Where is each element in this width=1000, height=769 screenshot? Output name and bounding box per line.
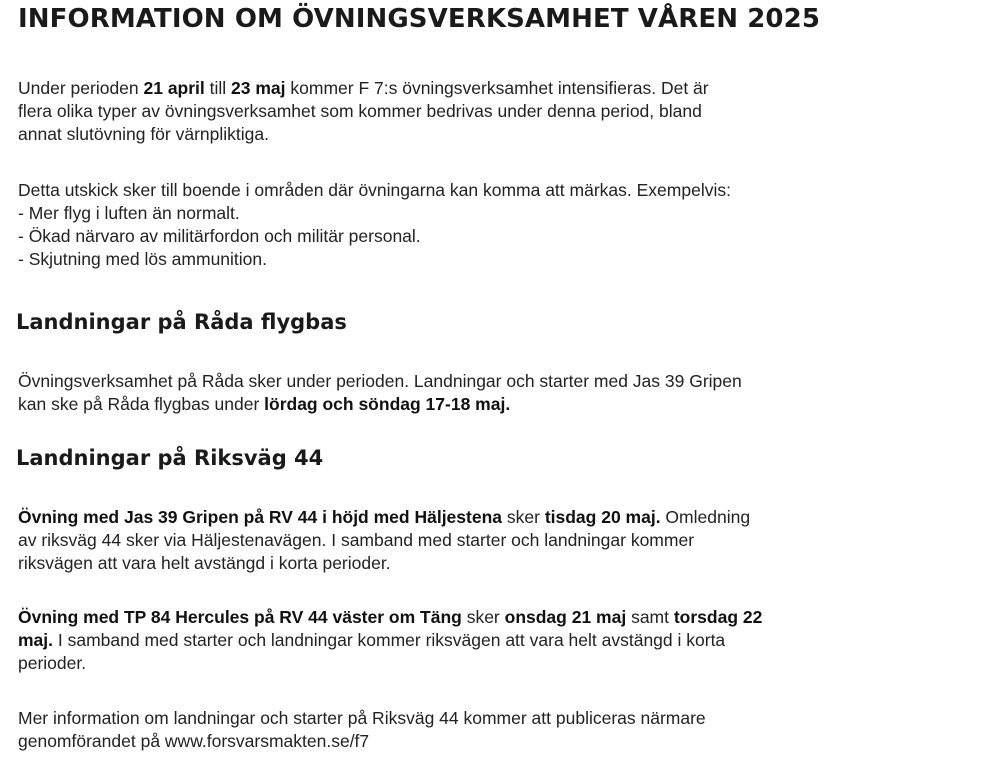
intro-line-1 xyxy=(18,77,709,100)
gripen-text: Omledning xyxy=(660,507,751,527)
list-item: - Skjutning med lös ammunition. xyxy=(18,249,267,269)
hercules-paragraph xyxy=(18,606,762,675)
rada-dates: lördag och söndag 17-18 maj. xyxy=(264,394,511,414)
rada-text: kan ske på Råda flygbas under xyxy=(18,394,265,414)
hercules-text: samt xyxy=(626,607,674,627)
hercules-date-1: onsdag 21 maj xyxy=(504,607,627,627)
rada-line-1: Övningsverksamhet på Råda sker under perioden. Landningar och starter med Jas 39 Gripen xyxy=(18,371,742,391)
notice-line: Detta utskick sker till boende i områden där övningarna kan komma att märkas. Exempelvis: xyxy=(18,180,731,200)
section-heading-riksvag: Landningar på Riksväg 44 xyxy=(16,446,324,470)
list-item: - Mer flyg i luften än normalt. xyxy=(18,203,240,223)
section-heading-rada: Landningar på Råda flygbas xyxy=(16,310,347,334)
list-item: - Ökad närvaro av militärfordon och militär personal. xyxy=(18,226,421,246)
gripen-line-1 xyxy=(18,506,750,529)
notice-paragraph xyxy=(18,179,731,271)
hercules-line-1 xyxy=(18,606,762,629)
hercules-line-3: perioder. xyxy=(18,653,87,673)
start-date: 21 april xyxy=(143,78,205,98)
gripen-line-2: av riksväg 44 sker via Häljestenavägen. I samband med starter och landningar kommer xyxy=(18,530,695,550)
intro-text: till xyxy=(204,78,232,98)
rada-line-2 xyxy=(18,393,742,416)
gripen-exercise: Övning med Jas 39 Gripen på RV 44 i höjd med Häljestena xyxy=(18,507,503,527)
more-info-line-1: Mer information om landningar och starter på Riksväg 44 kommer att publiceras närmare xyxy=(18,708,706,728)
end-date: 23 maj xyxy=(231,78,286,98)
gripen-line-3: riksvägen att vara helt avstängd i korta perioder. xyxy=(18,553,391,573)
gripen-paragraph xyxy=(18,506,750,575)
intro-paragraph xyxy=(18,77,709,146)
intro-line-3: annat slutövning för värnpliktiga. xyxy=(18,124,269,144)
intro-line-2: flera olika typer av övningsverksamhet som kommer bedrivas under denna period, bland xyxy=(18,101,702,121)
gripen-date: tisdag 20 maj. xyxy=(544,507,661,527)
hercules-date-2: torsdag 22 xyxy=(673,607,763,627)
hercules-date-2-cont: maj. xyxy=(18,630,54,650)
intro-text: Under perioden xyxy=(18,78,144,98)
hercules-text: sker xyxy=(461,607,505,627)
hercules-line-2 xyxy=(18,629,762,652)
more-info-line-2: genomförandet på www.forsvarsmakten.se/f7 xyxy=(18,731,370,751)
hercules-exercise: Övning med TP 84 Hercules på RV 44 väster om Täng xyxy=(18,607,462,627)
page-title: INFORMATION OM ÖVNINGSVERKSAMHET VÅREN 2025 xyxy=(18,4,821,34)
hercules-text: I samband med starter och landningar kommer riksvägen att vara helt avstängd i korta xyxy=(53,630,726,650)
intro-text: kommer F 7:s övningsverksamhet intensifieras. Det är xyxy=(285,78,709,98)
more-info-paragraph xyxy=(18,707,706,753)
rada-paragraph xyxy=(18,370,742,416)
gripen-text: sker xyxy=(502,507,545,527)
